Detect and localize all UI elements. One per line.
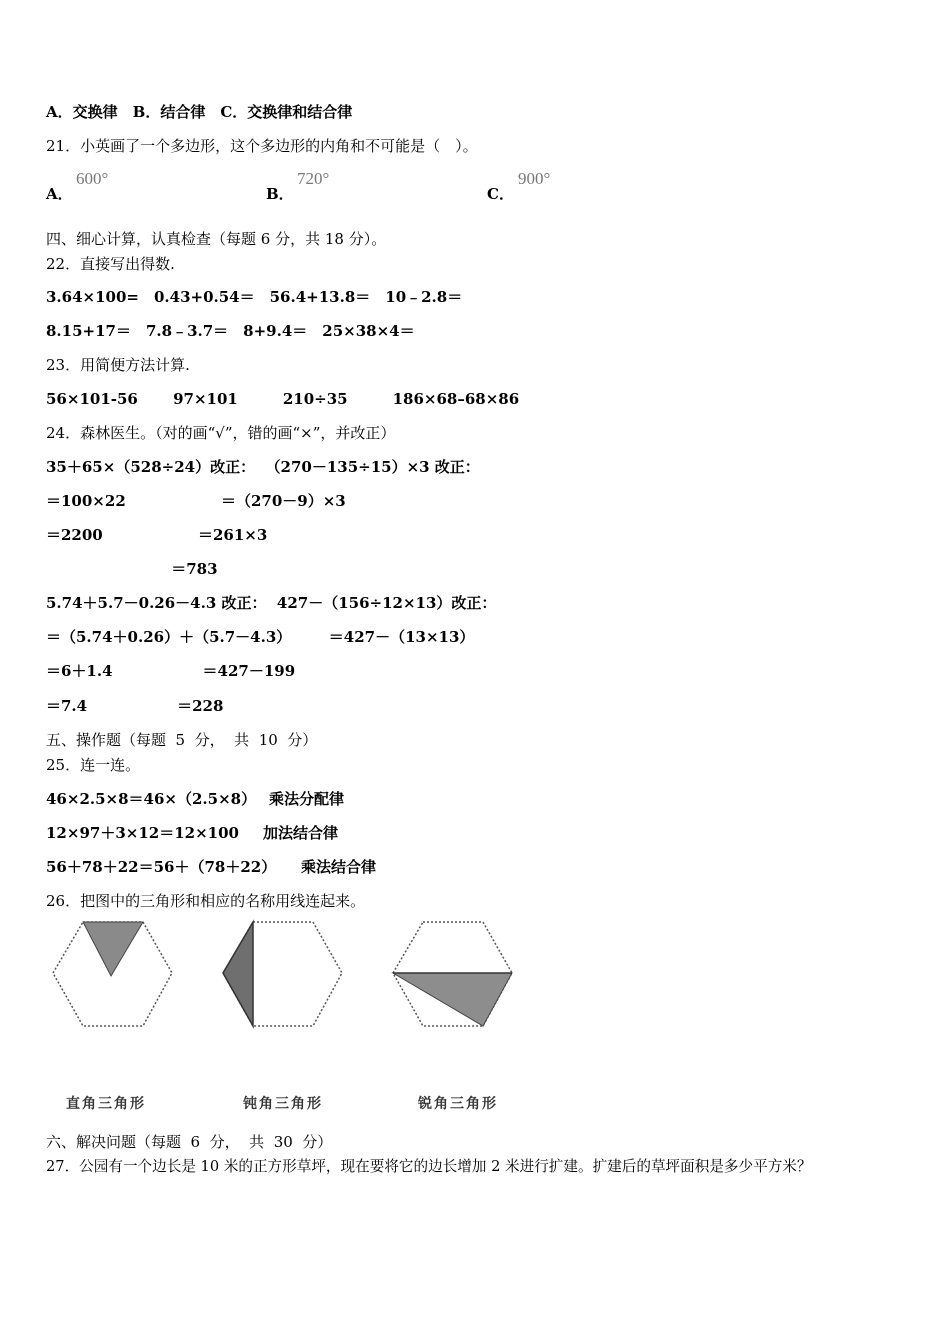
hexagon-figure-3 [385,918,520,1033]
section6-heading: 六、解决问题（每题 6 分， 共 30 分） [46,1133,333,1151]
triangle-name-obtuse: 钝角三角形 [243,1096,323,1112]
section4-heading: 四、细心计算，认真检查（每题 6 分，共 18 分）。 [46,230,387,248]
q24-line: ＝2200 ＝261×3 [46,526,268,544]
q24-line: ＝（5.74＋0.26）＋（5.7－4.3） ＝427－（13×13） [46,628,475,646]
q21-option-a-value: 600° [76,169,109,188]
q25-expression: 12×97＋3×12＝12×100 [46,824,239,842]
q26-stem: 26．把图中的三角形和相应的名称用线连起来。 [46,892,366,910]
q24-line: ＝100×22 ＝（270－9）×3 [46,492,346,510]
section5-heading: 五、操作题（每题 5 分， 共 10 分） [46,731,318,749]
hexagon-figure-1 [45,918,180,1033]
q24-line: ＝7.4 ＝228 [46,697,224,715]
q22-stem: 22．直接写出得数. [46,255,175,273]
q22-row-1: 3.64×100= 0.43+0.54＝ 56.4+13.8＝ 10﹣2.8＝ [46,288,463,306]
q21-stem: 21．小英画了一个多边形，这个多边形的内角和不可能是（ ）。 [46,137,478,155]
q21-option-a-label: A． [46,185,73,203]
hexagon-figure-2 [215,918,350,1033]
q24-stem: 24．森林医生。（对的画“√”，错的画“×”，并改正） [46,424,396,442]
q25-law: 乘法分配律 [269,790,345,808]
q25-stem: 25．连一连。 [46,756,141,774]
q27-stem: 27．公园有一个边长是 10 米的正方形草坪，现在要将它的边长增加 2 米进行扩建。扩建后的草坪面积是多少平方米？ [46,1158,812,1175]
triangle-name-acute: 锐角三角形 [418,1096,498,1112]
q25-expression: 56＋78＋22＝56＋（78＋22） [46,858,277,876]
q21-option-c-label: C． [487,185,514,203]
q21-option-c-value: 900° [518,169,551,188]
q25-law: 加法结合律 [263,824,339,842]
q23-row: 56×101-56 97×101 210÷35 186×68–68×86 [46,390,520,408]
q21-option-b-value: 720° [297,169,330,188]
q24-line: 5.74＋5.7－0.26－4.3 改正： 427－（156÷12×13）改正： [46,594,497,612]
q22-row-2: 8.15+17＝ 7.8﹣3.7＝ 8+9.4＝ 25×38×4＝ [46,322,415,340]
q21-option-b-label: B． [266,185,294,203]
triangle-name-right: 直角三角形 [66,1096,146,1112]
q24-line: ＝6＋1.4 ＝427－199 [46,662,296,680]
q24-line: 35＋65×（528÷24）改正： （270－135÷15）×3 改正： [46,458,480,476]
q25-expression: 46×2.5×8＝46×（2.5×8） [46,790,257,808]
q20-options: A．交换律 B．结合律 C．交换律和结合律 [46,103,353,121]
q23-stem: 23．用简便方法计算. [46,356,190,374]
q25-law: 乘法结合律 [301,858,377,876]
q24-line: ＝783 [46,560,218,578]
